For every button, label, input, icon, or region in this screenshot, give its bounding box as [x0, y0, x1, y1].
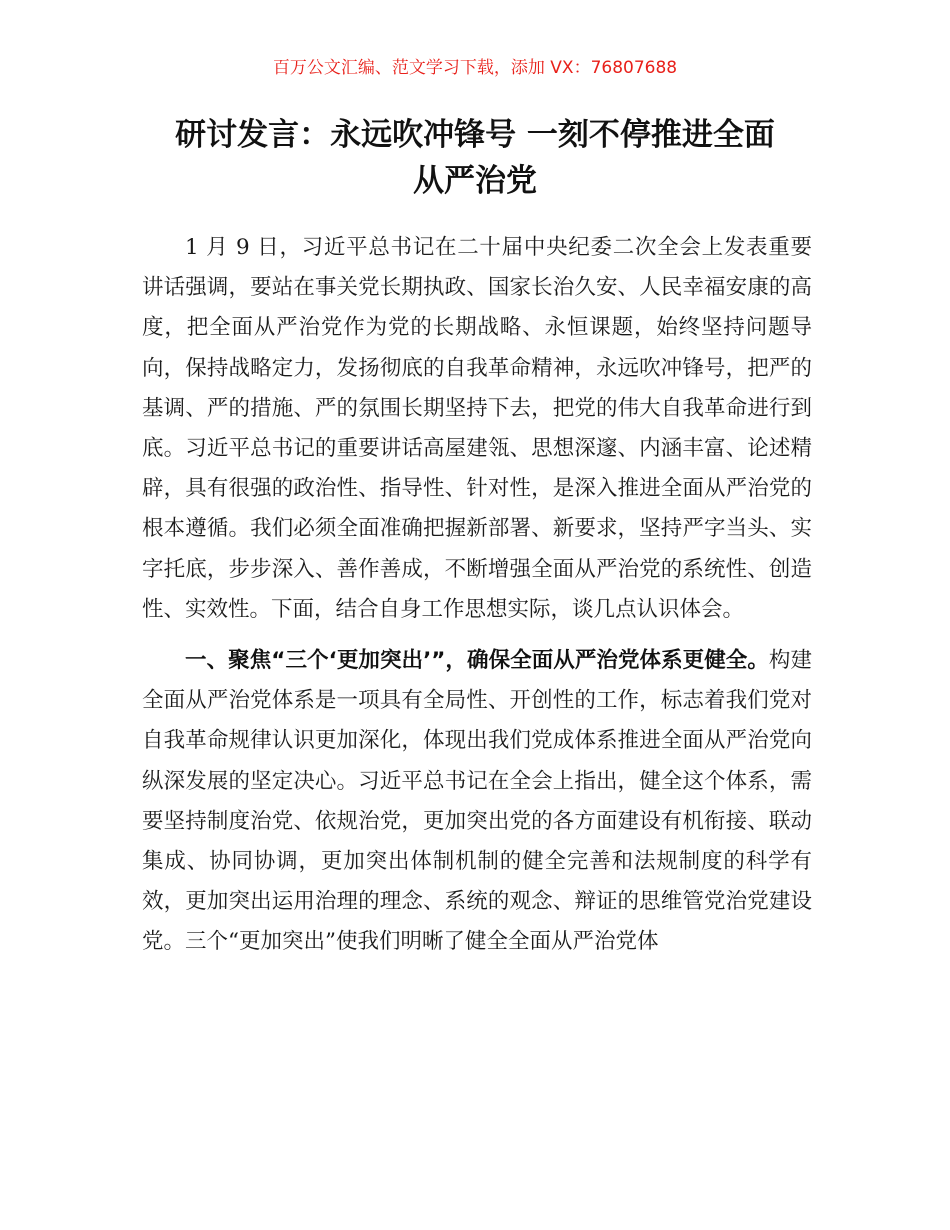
document-title	[120, 112, 830, 204]
paragraph-text: 构建全面从严治党体系是一项具有全局性、开创性的工作，标志着我们党对自我革命规律认识更加深化，体现出我们党成体系推进全面从严治党向纵深发展的坚定决心。习近平总书记在全会上指出，健全这个体系，需要坚持制度治党、依规治党，更加突出党的各方面建设有机衔接、联动集成、协同协调，更加突出体制机制的健全完善和法规制度的科学有效，更加突出运用治理的理念、系统的观念、辩证的思维管党治党建设党。三个“更加突出”使我们明晰了健全全面从严治党体	[142, 648, 812, 955]
title-line-2: 从严治党	[413, 163, 537, 199]
watermark-banner: 百万公文汇编、范文学习下载，添加 VX：76807688	[272, 58, 678, 78]
paragraph-section-1	[142, 641, 812, 963]
document-body	[142, 228, 812, 963]
section-heading: 一、聚焦“三个‘更加突出’”，确保全面从严治党体系更健全。	[185, 648, 769, 674]
paragraph-intro	[142, 228, 812, 630]
title-line-1: 研讨发言：永远吹冲锋号 一刻不停推进全面	[175, 117, 775, 153]
paragraph-text: 1 月 9 日，习近平总书记在二十届中央纪委二次全会上发表重要讲话强调，要站在事关党长期执政、国家长治久安、人民幸福安康的高度，把全面从严治党作为党的长期战略、永恒课题，始终坚持问题导向，保持战略定力，发扬彻底的自我革命精神，永远吹冲锋号，把严的基调、严的措施、严的氛围长期坚持下去，把党的伟大自我革命进行到底。习近平总书记的重要讲话高屋建瓴、思想深邃、内涵丰富、论述精辟，具有很强的政治性、指导性、针对性，是深入推进全面从严治党的根本遵循。我们必须全面准确把握新部署、新要求，坚持严字当头、实字托底，步步深入、善作善成，不断增强全面从严治党的系统性、创造性、实效性。下面，结合自身工作思想实际，谈几点认识体会。	[142, 235, 812, 622]
